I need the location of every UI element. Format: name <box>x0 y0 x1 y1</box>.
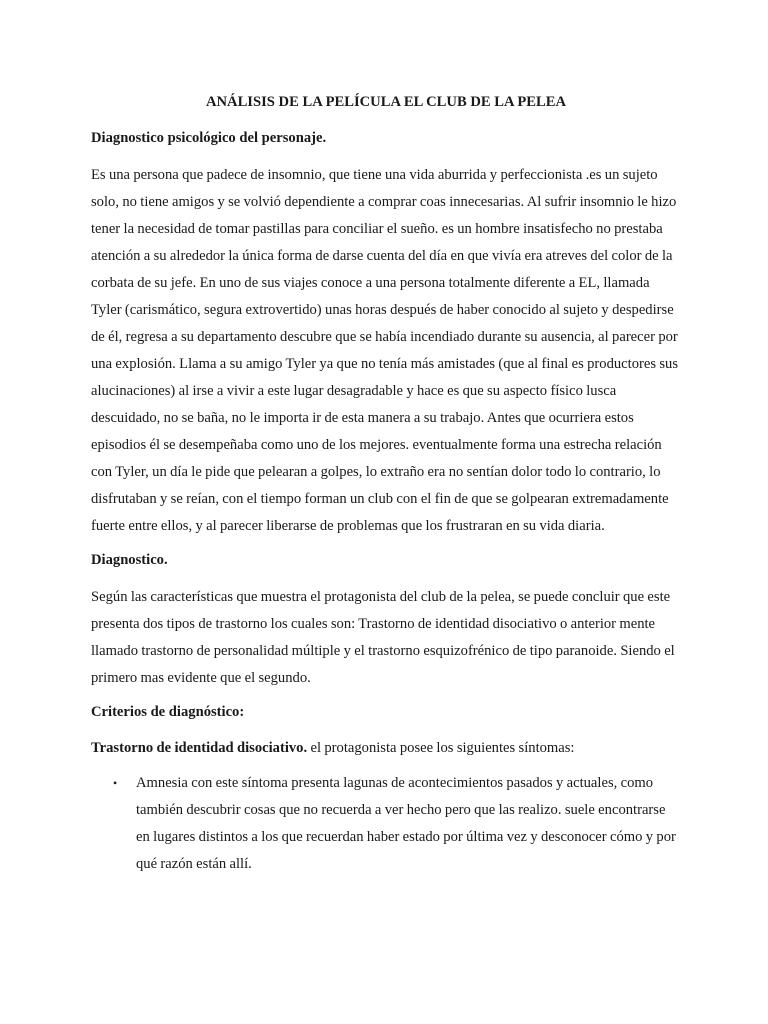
section-heading-diagnosis: Diagnostico. <box>91 552 168 568</box>
paragraph-diagnosis: Según las características que muestra el protagonista del club de la pelea, se puede concluir que este presenta dos tipos de trastorno los cuales son: Trastorno de identidad disociativo o anterior mente llamado trastorno de personalidad múltiple y el trastorno esquizofrénico de tipo paranoide. Siendo el primero mas evidente que el segundo. <box>91 589 675 686</box>
symptom-text-amnesia: Amnesia con este síntoma presenta lagunas de acontecimientos pasados y actuales, como también descubrir cosas que no recuerda a ver hecho pero que las realizo. suele encontrarse en lugares distintos a los que recuerdan haber estado por última vez y desconocer cómo y por qué razón están allí. <box>136 775 676 872</box>
list-item <box>91 770 681 878</box>
document-title: ANÁLISIS DE LA PELÍCULA EL CLUB DE LA PELEA <box>205 94 567 110</box>
document-page <box>91 90 681 878</box>
paragraph-character-description: Es una persona que padece de insomnio, que tiene una vida aburrida y perfeccionista .es un sujeto solo, no tiene amigos y se volvió dependiente a comprar coas innecesarias. Al sufrir insomnio le hizo tener la necesidad de tomar pastillas para conciliar el sueño. es un hombre insatisfecho no prestaba atención a su alrededor la única forma de darse cuenta del día en que vivía era atreves del color de la corbata de su jefe. En uno de sus viajes conoce a una persona totalmente diferente a EL, llamada Tyler (carismático, segura extrovertido) unas horas después de haber conocido al sujeto y despedirse de él, regresa a su departamento descubre que se había incendiado durante su ausencia, al parecer por una explosión. Llama a su amigo Tyler ya que no tenía más amistades (que al final es productores sus alucinaciones) al irse a vivir a este lugar desagradable y hace es que su aspecto físico lusca descuidado, no se baña, no le importa ir de esta manera a su trabajo. Antes que ocurriera estos episodios él se desempeñaba como uno de los mejores. eventualmente forma una estrecha relación con Tyler, un día le pide que pelearan a golpes, lo extraño era no sentían dolor todo lo contrario, lo disfrutaban y se reían, con el tiempo forman un club con el fin de que se golpearan extremadamente fuerte entre ellos, y al parecer liberarse de problemas que los frustraran en su vida diaria. <box>91 167 679 534</box>
section-heading-criteria: Criterios de diagnóstico: <box>91 704 245 720</box>
paragraph-disorder-intro <box>91 736 681 760</box>
section-heading-psych-diagnosis: Diagnostico psicológico del personaje. <box>91 130 327 146</box>
symptom-list <box>91 770 681 878</box>
disorder-intro-text: el protagonista posee los siguientes síntomas: <box>307 740 575 756</box>
bullet-icon: • <box>113 776 118 790</box>
disorder-label: Trastorno de identidad disociativo. <box>91 740 308 756</box>
